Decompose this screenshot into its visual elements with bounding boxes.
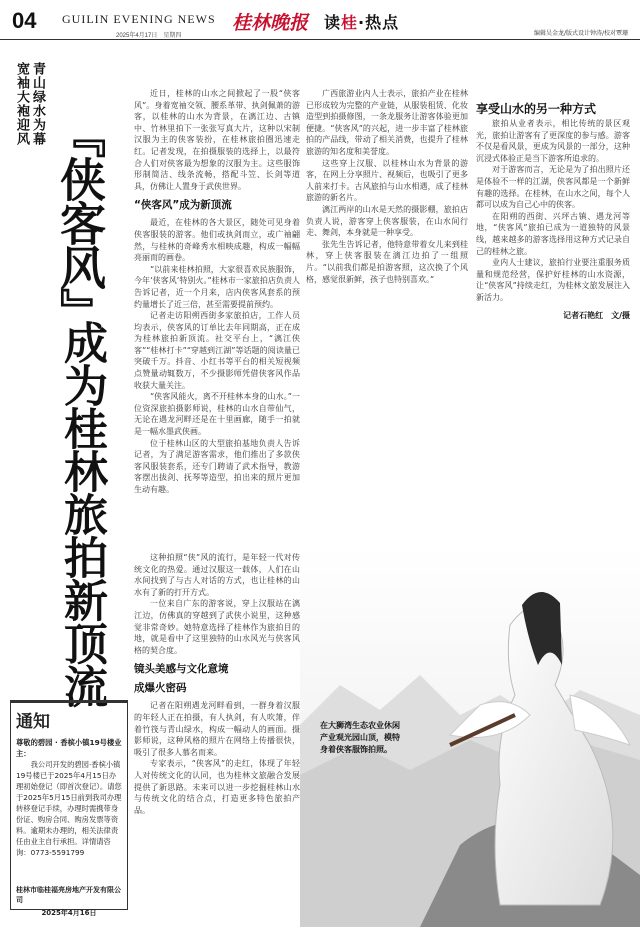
editor-credits: 编辑吴金龙/版式设计钟涛/校对覃珊 bbox=[533, 30, 628, 37]
section-heading-2b: 成爆火密码 bbox=[134, 682, 187, 695]
article-paragraph: “以前来桂林拍照，大家很喜欢民族服饰，今年‘侠客风’特别火。”桂林市一家旅拍店负责人告诉记者，近一个月来，店内侠客风套系的预约量增长了近三倍，甚至需要提前预约。 bbox=[134, 264, 300, 309]
article-paragraph: 这种拍照“侠”风的流行，是年轻一代对传统文化的热爱。通过汉服这一载体，人们在山水间找到了与古人对话的方式，也让桂林的山水有了新的打开方式。 bbox=[134, 553, 300, 597]
section-suffix: ·热点 bbox=[358, 13, 400, 32]
article-paragraph: 旅拍从业者表示，相比传统的景区观光，旅拍让游客有了更深度的参与感。游客不仅是看风景，更成为风景的一部分，这种沉浸式体验正是当下游客所追求的。 bbox=[476, 119, 630, 163]
notice-title: 通知 bbox=[16, 712, 50, 732]
page-header bbox=[0, 0, 640, 40]
article-paragraph: 在阳朔的西街、兴坪古镇、遇龙河等地，“侠客风”旅拍已成为一道独特的风景线，越来越多的游客选择用这种方式记录自己的桂林之旅。 bbox=[476, 211, 630, 256]
section-prefix: 读 bbox=[324, 13, 342, 32]
issue-date: 2025年4月17日 星期四 bbox=[116, 33, 182, 39]
byline: 记者石艳红 文/摄 bbox=[563, 310, 630, 320]
article-paragraph: 漓江两岸的山水是天然的摄影棚，旅拍店负责人说，游客穿上侠客服装，在山水间行走、舞剑，本身就是一种享受。 bbox=[306, 204, 468, 238]
notice-signature: 桂林市临桂福亮房地产开发有限公司 bbox=[16, 886, 121, 904]
notice-addressee: 尊敬的碧园 · 香槟小镇19号楼业主： bbox=[16, 738, 122, 758]
paper-logo: 桂林晚报 bbox=[232, 12, 309, 34]
article-paragraph: 对于游客而言，无论是为了拍出照片还是体验不一样的江湖，侠客风都是一个新鲜有趣的选择。在桂林，在山水之间，每个人都可以成为自己心中的侠客。 bbox=[476, 165, 630, 210]
article-paragraph: 业内人士建议，旅拍行业要注重服务质量和规范经营，保护好桂林的山水资源，让“侠客风”持续走红，为桂林文旅发展注入新活力。 bbox=[476, 258, 630, 302]
article-paragraph: 记者在阳朔遇龙河畔看到，一群身着汉服的年轻人正在拍摄，有人执剑，有人吹箫，伴着竹筏与青山绿水，构成一幅动人的画面。摄影师说，这种风格的照片在网络上传播很快，吸引了很多人慕名而来。 bbox=[134, 701, 300, 757]
section-heading-1: “侠客风”成为新顶流 bbox=[134, 199, 232, 212]
subtitle-right: 青山绿水为幕 bbox=[30, 62, 45, 146]
section-title bbox=[324, 10, 399, 33]
article-paragraph: 专家表示，“侠客风”的走红，体现了年轻人对传统文化的认同，也为桂林文旅融合发展提供了新思路。未来可以进一步挖掘桂林山水与传统文化的结合点，打造更多特色旅拍产品。 bbox=[134, 759, 300, 815]
article-paragraph: “侠客风能火，离不开桂林本身的山水。”一位资深旅拍摄影师说，桂林的山水自带仙气，无论在遇龙河畔还是在十里画廊，随手一拍就是一幅水墨武侠画。 bbox=[134, 392, 300, 437]
article-paragraph: 一位来自广东的游客说，穿上汉服站在漓江边，仿佛真的穿越到了武侠小说里，这种感觉非常奇妙。她特意选择了桂林作为旅拍目的地，就是看中了这里独特的山水风光与侠客风格的契合度。 bbox=[134, 599, 300, 655]
article-paragraph: 位于桂林山区的大型旅拍基地负责人告诉记者，为了满足游客需求，他们推出了多款侠客风服装套系，还专门聘请了武术指导，教游客摆出拔剑、抚琴等造型，拍出来的照片更加生动有趣。 bbox=[134, 438, 300, 494]
paper-name-english: GUILIN EVENING NEWS bbox=[62, 12, 216, 26]
headline-top: 『侠客风』 bbox=[53, 112, 107, 332]
article-paragraph: 这些穿上汉服、以桂林山水为背景的游客，在网上分享照片、视频后，也吸引了更多人前来打卡。古风旅拍与山水相遇，成了桂林旅游的新名片。 bbox=[306, 158, 468, 203]
notice-body: 我公司开发的碧园·香槟小镇19号楼已于2025年4月15日办理初始登记（即首次登记）。请您于2025年5月15日前到我司办理转移登记手续，办理时需携带身份证、购房合同、购房发票等资料。逾期未办理的，相关法律责任由业主自行承担。详情请咨询：0773-5591799 bbox=[16, 760, 122, 857]
section-heading-3: 享受山水的另一种方式 bbox=[476, 102, 597, 116]
article-column-3 bbox=[476, 100, 630, 580]
section-heading-2a: 镜头美感与文化意境 bbox=[134, 663, 229, 676]
article-paragraph: 最近，在桂林的各大景区，随处可见身着侠客服装的游客。他们或执剑而立，或广袖翩然，与桂林的奇峰秀水相映成趣，构成一幅幅亮丽而的画卷。 bbox=[134, 218, 300, 263]
article-lead: 近日，桂林的山水之间掀起了一股“侠客风”。身着宽袖交领、腰系革带、执剑佩萧的游客，以桂林的山水为背景，在漓江边、古镇中、竹林里拍下一张张写真大片，这种以宋制汉服为主的侠客装扮，在桂林旅拍圈迅速走红。记者发现，在拍摄服装的选择上，以最符合人们对侠客最为想象的汉服为主。这些服饰形制简洁、线条流畅，搭配斗笠、长剑等道具，仿佛让人置身于武侠世界。 bbox=[134, 89, 300, 191]
article-paragraph: 广西旅游业内人士表示，旅拍产业在桂林已形成较为完整的产业链，从服装租赁、化妆造型到拍摄修图，一条龙服务让游客体验更加便捷。“侠客风”的兴起，进一步丰富了桂林旅拍的产品线，带动了相关消费，也提升了桂林旅游的知名度和美誉度。 bbox=[306, 89, 468, 156]
notice-box bbox=[10, 700, 128, 917]
article-column-2 bbox=[306, 88, 468, 543]
notice-date: 2025年4月16日 bbox=[41, 909, 97, 917]
headline-bottom: 成为桂林旅拍新顶流 bbox=[56, 320, 107, 707]
page-number: 04 bbox=[12, 8, 37, 33]
notice-text bbox=[16, 737, 122, 882]
photo-caption: 在大狮湾生态农业休闲产业观光园山顶，模特身着侠客服饰拍照。 bbox=[320, 721, 400, 754]
article-paragraph: 记者走访阳朔西街多家旅拍店，工作人员均表示，侠客风的订单比去年同期高，正在成为桂林旅拍新顶流。社交平台上，“漓江侠客”“桂林打卡”“穿越到江湖”等话题的阅读量已突破千万。抖音、小红书等平台的相关短视频点赞量动辄数万，不少摄影师凭借侠客风作品收获大量关注。 bbox=[134, 311, 300, 390]
subtitle-left: 宽袖大袍迎风 bbox=[14, 62, 29, 146]
article-column-1 bbox=[134, 88, 300, 550]
section-accent: 桂 bbox=[341, 13, 359, 32]
article-column-1-lower bbox=[134, 552, 300, 907]
article-paragraph: 张先生告诉记者，他特意带着女儿来到桂林，穿上侠客服装在漓江边拍了一组照片。“以前我们都是拍游客照，这次换了个风格，感觉很新鲜，孩子也特别喜欢。” bbox=[306, 239, 468, 284]
